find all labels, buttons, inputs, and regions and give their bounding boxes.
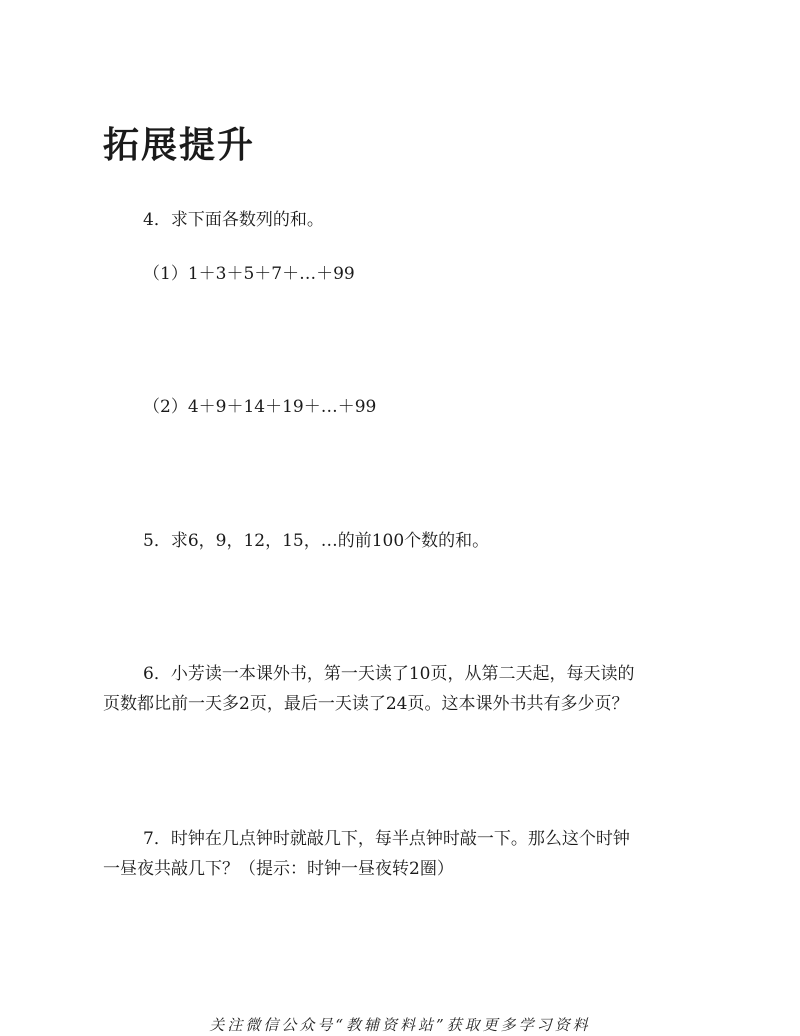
footer-watermark-text: 关注微信公众号“教辅资料站”获取更多学习资料 (209, 1016, 591, 1034)
question-4-prompt: 4．求下面各数列的和。 (143, 210, 324, 230)
question-5-prompt: 5．求6，9，12，15，…的前100个数的和。 (143, 531, 490, 551)
question-4-part-1: （1）1＋3＋5＋7＋…＋99 (143, 264, 355, 284)
section-title: 拓展提升 (103, 125, 256, 166)
question-4-part-2: （2）4＋9＋14＋19＋…＋99 (143, 397, 377, 417)
question-7-line-1: 7．时钟在几点钟时就敲几下，每半点钟时敲一下。那么这个时钟 (143, 829, 630, 849)
question-6-line-1: 6．小芳读一本课外书，第一天读了10页，从第二天起，每天读的 (143, 664, 635, 684)
question-7-line-2: 一昼夜共敲几下？（提示：时钟一昼夜转2圈） (103, 859, 454, 879)
question-6-line-2: 页数都比前一天多2页，最后一天读了24页。这本课外书共有多少页？ (103, 694, 629, 714)
